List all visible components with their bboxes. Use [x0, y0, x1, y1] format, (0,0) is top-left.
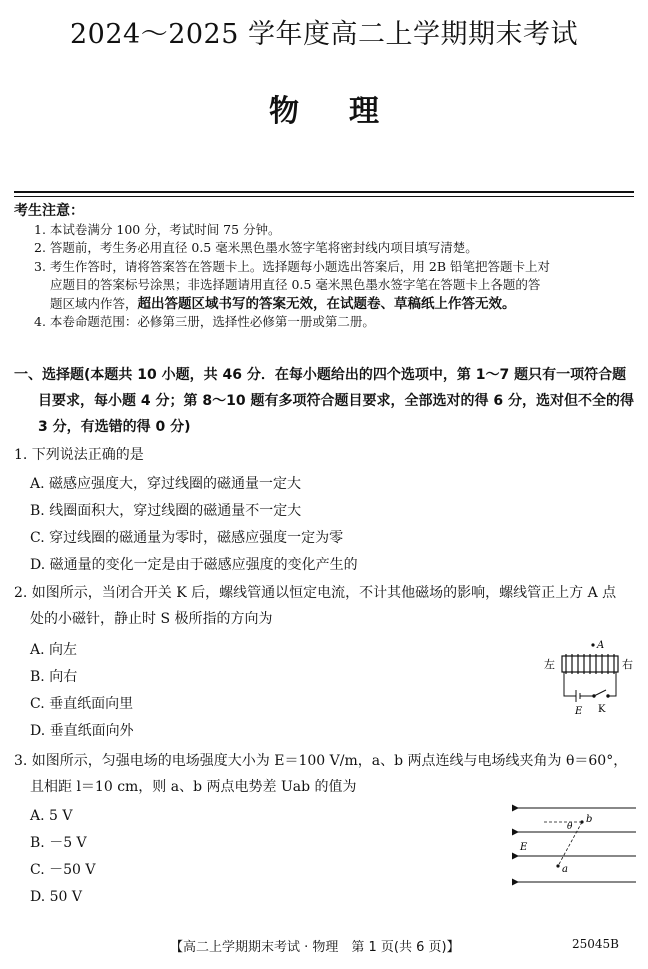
q1-option-c: C. 穿过线圈的磁通量为零时，磁感应强度一定为零: [30, 530, 344, 546]
angle-label: θ: [567, 822, 573, 832]
q3-option-c: C. －50 V: [30, 862, 96, 878]
notice-item-3-cont: 应题目的答案标号涂黑；非选择题请用直径 0.5 毫米黑色墨水签字笔在答题卡上各题的答: [50, 277, 541, 292]
point-a-marker: [556, 864, 559, 867]
q2-stem-line-2: 处的小磁针，静止时 S 极所指的方向为: [30, 611, 273, 627]
q2-option-d: D. 垂直纸面向外: [30, 723, 134, 739]
q1-option-b: B. 线圈面积大，穿过线圈的磁通量不一定大: [30, 503, 302, 519]
point-a-marker: [591, 643, 594, 646]
q1-stem: 1. 下列说法正确的是: [14, 447, 144, 463]
subject-title: 物理: [269, 94, 429, 129]
point-a-label: a: [562, 864, 568, 875]
circuit-wires: [564, 672, 616, 702]
right-label: 右: [622, 658, 633, 671]
q2-stem-line-1: 2. 如图所示，当闭合开关 K 后，螺线管通以恒定电流，不计其他磁场的影响，螺线管正上方 A 点: [14, 585, 617, 601]
notice-item-3-tail: 题区域内作答，: [50, 295, 138, 311]
exam-title: 2024～2025 学年度高二上学期期末考试: [69, 19, 578, 50]
electric-field-diagram: [510, 800, 638, 892]
q3-option-b: B. －5 V: [30, 835, 87, 851]
divider-thin: [14, 196, 634, 197]
notice-emphasis: 超出答题区域书写的答案无效，在试题卷、草稿纸上作答无效。: [137, 295, 516, 312]
notice-block: [14, 202, 634, 332]
q3-stem-line-1: 3. 如图所示，匀强电场的电场强度大小为 E＝100 V/m，a、b 两点连线与电场线夹角为 θ＝60°，: [14, 753, 628, 769]
q3-option-d: D. 50 V: [30, 889, 83, 905]
notice-item-4: 4. 本卷命题范围：必修第三册，选择性必修第一册或第二册。: [34, 314, 375, 329]
left-label: 左: [544, 658, 555, 671]
q1-option-d: D. 磁通量的变化一定是由于磁感应强度的变化产生的: [30, 557, 358, 573]
divider-thick: [14, 191, 634, 193]
section-line-1: 一、选择题(本题共 10 小题，共 46 分．在每小题给出的四个选项中，第 1～7 题只有一项符合题: [14, 367, 627, 383]
q1-option-a: A. 磁感应强度大，穿过线圈的磁通量一定大: [30, 476, 302, 492]
field-label: E: [520, 842, 528, 853]
q2-option-c: C. 垂直纸面向里: [30, 696, 134, 712]
section-line-2: 目要求，每小题 4 分；第 8～10 题有多项符合题目要求，全部选对的得 6 分，选对但不全的得: [38, 393, 634, 409]
field-lines: [518, 808, 636, 882]
page-footer: 【高二上学期期末考试 · 物理 第 1 页(共 6 页)】: [170, 940, 460, 955]
q3-option-a: A. 5 V: [30, 808, 73, 824]
point-b-label: b: [586, 814, 593, 825]
solenoid-diagram: [538, 636, 638, 718]
section-heading: [14, 362, 638, 440]
notice-item-3: 3. 考生作答时，请将答案答在答题卡上。选择题每小题选出答案后，用 2B 铅笔把答题卡上对: [34, 258, 550, 274]
q3-stem: [14, 748, 644, 800]
notice-item-3-cont2: [14, 295, 634, 314]
switch-label: K: [598, 704, 606, 715]
notice-heading: 考生注意：: [14, 203, 84, 219]
notice-item-2: 2. 答题前，考生务必用直径 0.5 毫米黑色墨水签字笔将密封线内项目填写清楚。: [34, 240, 478, 255]
point-b-marker: [580, 820, 583, 823]
battery-label: E: [575, 706, 583, 717]
point-a-label: A: [597, 640, 605, 651]
solenoid-coil: [562, 654, 618, 674]
paper-code: 25045B: [572, 937, 619, 951]
q3-stem-line-2: 且相距 l＝10 cm，则 a、b 两点电势差 Uab 的值为: [30, 779, 357, 795]
section-line-3: 3 分，有选错的得 0 分): [38, 419, 191, 435]
q2-option-a: A. 向左: [30, 642, 78, 658]
q2-option-b: B. 向右: [30, 669, 78, 685]
notice-item-1: 1. 本试卷满分 100 分，考试时间 75 分钟。: [34, 221, 281, 237]
q2-stem: [14, 580, 644, 632]
